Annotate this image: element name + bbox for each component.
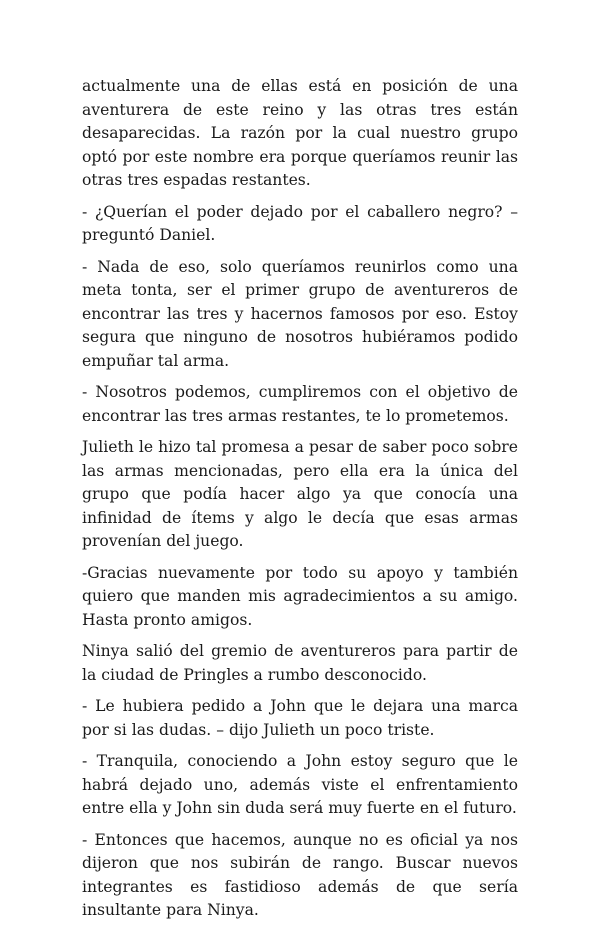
paragraph: - Nosotros podemos, cumpliremos con el objetivo de encontrar las tres armas restantes, te lo prometemos. bbox=[82, 383, 518, 425]
paragraph: Julieth le hizo tal promesa a pesar de saber poco sobre las armas mencionadas, pero ella era la única del grupo que podía hacer algo ya que conocía una infinidad de ítems y algo le decía que esas armas provenían del juego. bbox=[82, 438, 518, 550]
paragraph: -Gracias nuevamente por todo su apoyo y también quiero que manden mis agradecimientos a su amigo. Hasta pronto amigos. bbox=[82, 563, 518, 629]
page-text bbox=[82, 75, 518, 931]
paragraph: - Entonces que hacemos, aunque no es oficial ya nos dijeron que nos subirán de rango. Buscar nuevos integrantes es fastidioso además de que sería insultante para Ninya. bbox=[82, 830, 518, 919]
paragraph: actualmente una de ellas está en posición de una aventurera de este reino y las otras tres están desaparecidas. La razón por la cual nuestro grupo optó por este nombre era porque queríamos reunir las otras tres espadas restantes. bbox=[82, 77, 518, 189]
paragraph: - ¿Querían el poder dejado por el caballero negro? – preguntó Daniel. bbox=[82, 202, 518, 244]
paragraph: - Tranquila, conociendo a John estoy seguro que le habrá dejado uno, además viste el enfrentamiento entre ella y John sin duda será muy fuerte en el futuro. bbox=[82, 752, 518, 817]
paragraph: - Nada de eso, solo queríamos reunirlos como una meta tonta, ser el primer grupo de aventureros de encontrar las tres y hacernos famosos por eso. Estoy segura que ninguno de nosotros hubiéramos podido empuñar tal arma. bbox=[82, 257, 518, 370]
paragraph: Ninya salió del gremio de aventureros para partir de la ciudad de Pringles a rumbo desconocido. bbox=[82, 642, 518, 684]
paragraph: - Le hubiera pedido a John que le dejara una marca por si las dudas. – dijo Julieth un poco triste. bbox=[82, 697, 518, 739]
